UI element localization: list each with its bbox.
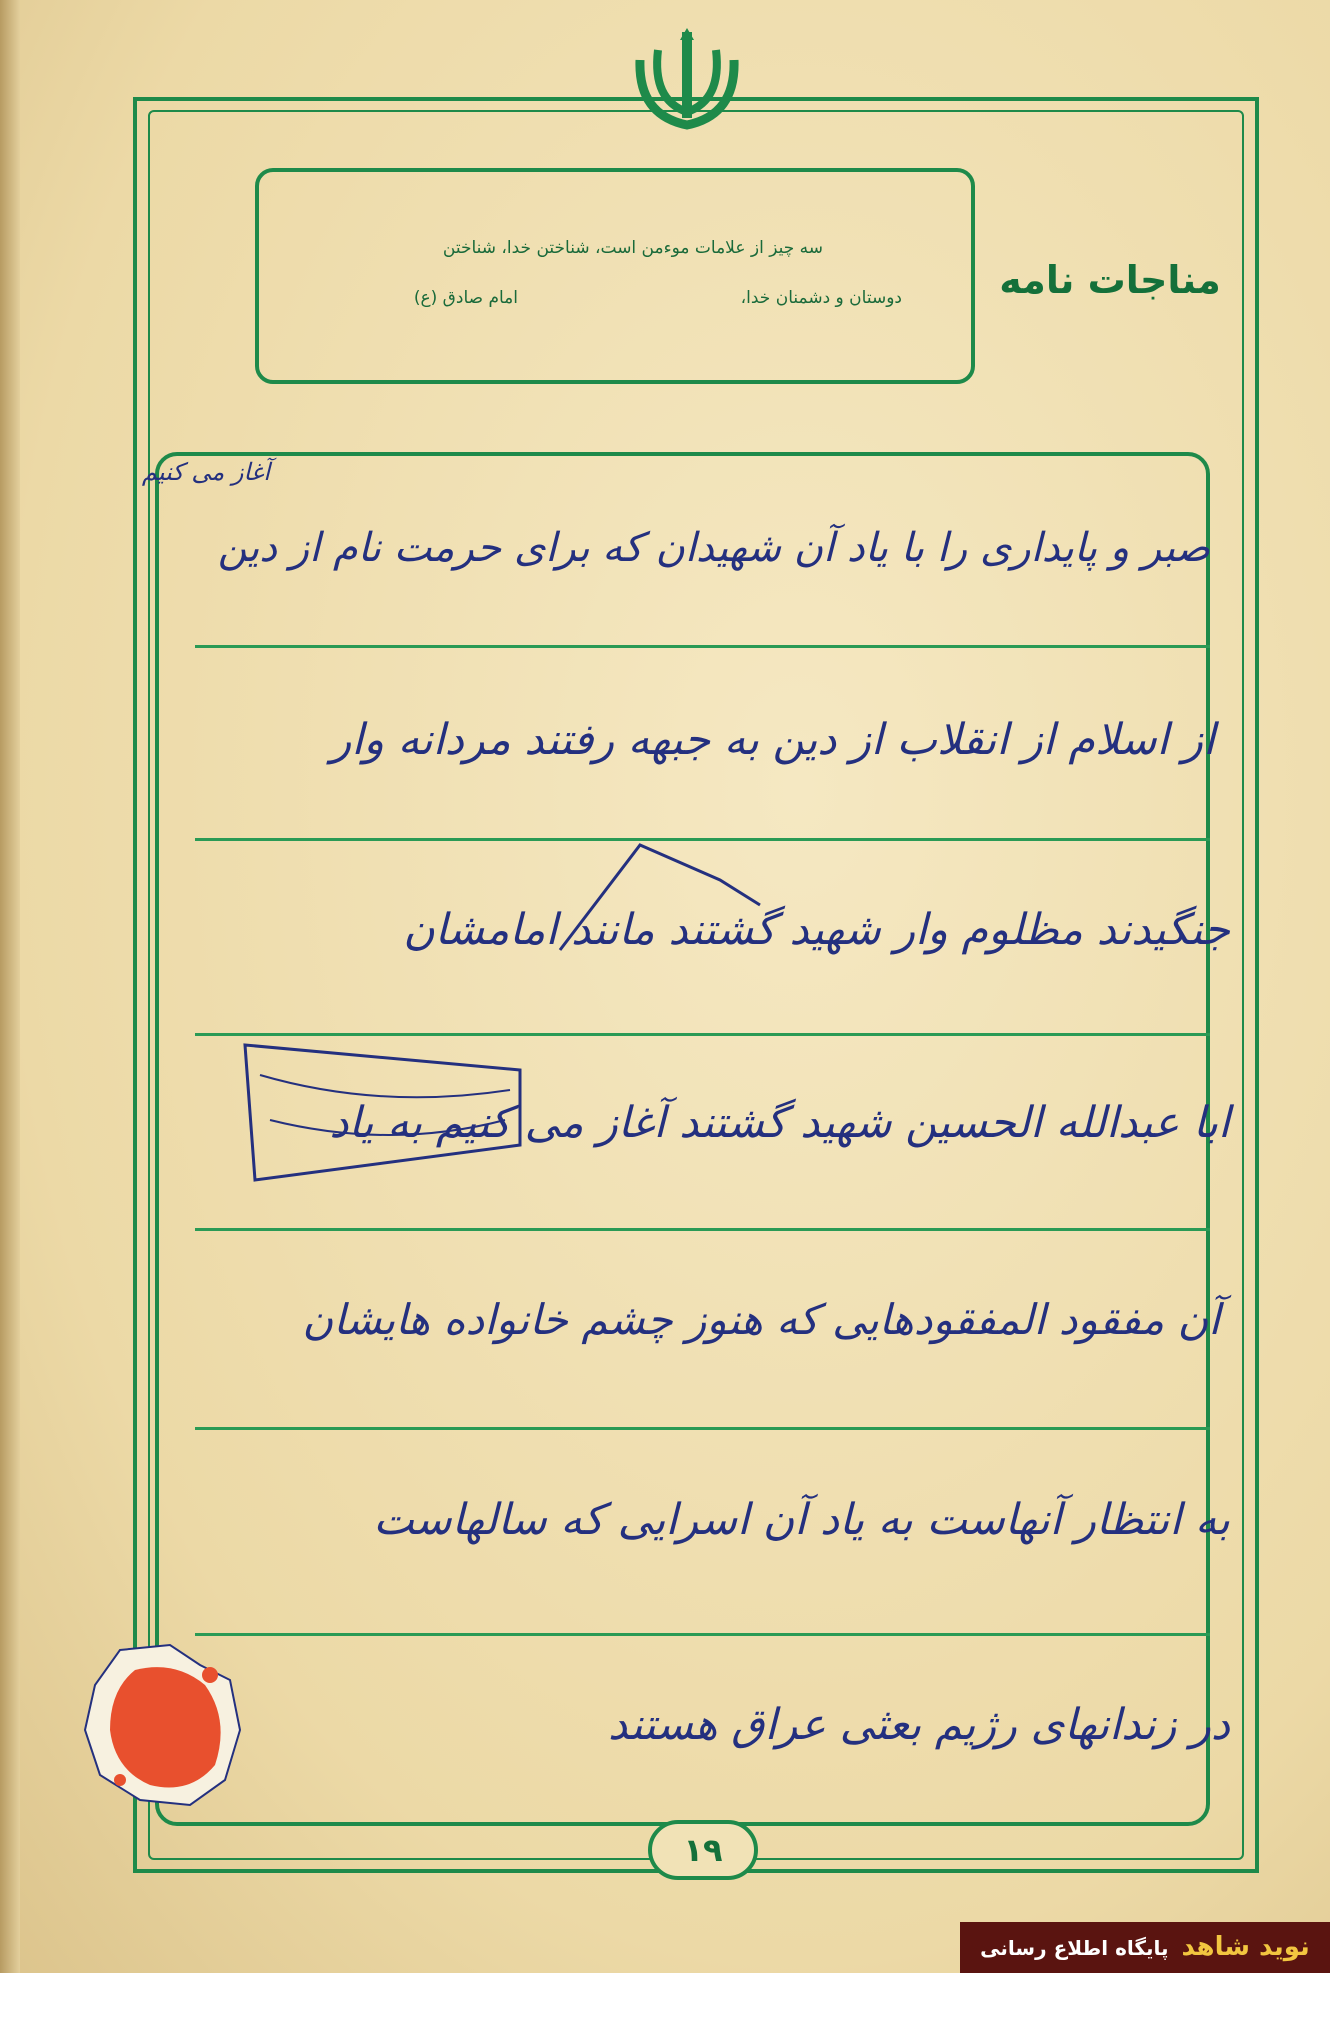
handwritten-line-2: از اسلام از انقلاب از دین به جبهه رفتند مردانه وار <box>330 715 1215 765</box>
watermark-logo: نوید شاهد <box>1181 1932 1310 1962</box>
page-number: ۱۹ <box>683 1831 723 1869</box>
page-number-badge <box>648 1820 758 1880</box>
handwritten-line-3: جنگیدند مظلوم وار شهید گشتند مانند امامشان <box>403 905 1230 955</box>
quote-line-2: دوستان و دشمنان خدا، <box>740 288 902 308</box>
quote-line-1: سه چیز از علامات موءمن است، شناختن خدا، شناختن <box>442 238 823 258</box>
source-watermark <box>960 1922 1330 2011</box>
quote-author: امام صادق (ع) <box>413 288 518 308</box>
book-title: مناجات نامه <box>999 258 1221 302</box>
handwritten-line-7: در زندانهای رژیم بعثی عراق هستند <box>608 1700 1230 1750</box>
watermark-text: پایگاه اطلاع رسانی فرهنگ ایثار و شهادت یزد <box>980 1936 1271 2011</box>
handwritten-line-6: به انتظار آنهاست به یاد آن اسرایی که سالهاست <box>373 1495 1230 1545</box>
handwritten-insertion: آغاز می کنیم <box>141 458 270 486</box>
red-stain <box>80 1640 245 1810</box>
handwritten-line-4: ابا عبدالله الحسین شهید گشتند آغاز می کنیم به یاد <box>329 1098 1230 1148</box>
handwritten-line-5: آن مفقود المفقودهایی که هنوز چشم خانواده هایشان <box>302 1295 1220 1344</box>
handwritten-line-1: صبر و پایداری را با یاد آن شهیدان که برای حرمت نام از دین <box>217 525 1210 571</box>
